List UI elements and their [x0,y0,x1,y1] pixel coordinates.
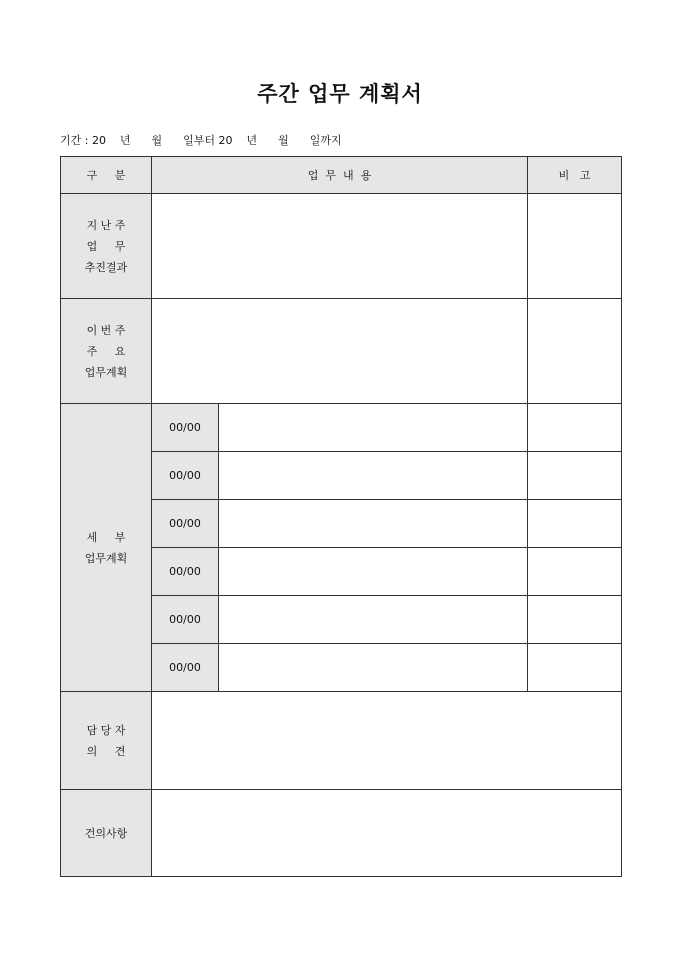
this-week-label: 이 번 주 주 요 업무계획 [61,299,152,404]
this-week-row [61,299,622,404]
period-line: 기간 : 20 년 월 일부터 20 년 월 일까지 [60,134,342,147]
last-week-remarks-cell[interactable] [528,194,622,299]
detail-row [61,404,622,452]
detail-content-cell[interactable] [219,452,528,500]
last-week-label: 지 난 주 업 무 추진결과 [61,194,152,299]
detail-date: 00/00 [152,404,219,452]
detail-content-cell[interactable] [219,404,528,452]
detail-content-cell[interactable] [219,500,528,548]
last-week-row [61,194,622,299]
detail-date: 00/00 [152,644,219,692]
weekly-plan-table [60,156,622,877]
header-row [61,157,622,194]
suggestion-row [61,790,622,877]
detail-date: 00/00 [152,548,219,596]
detail-date: 00/00 [152,452,219,500]
header-category: 구 분 [61,157,152,194]
detail-remarks-cell[interactable] [528,644,622,692]
detail-date: 00/00 [152,500,219,548]
detail-remarks-cell[interactable] [528,452,622,500]
detail-remarks-cell[interactable] [528,548,622,596]
header-content: 업 무 내 용 [152,157,528,194]
detail-date: 00/00 [152,596,219,644]
detail-content-cell[interactable] [219,548,528,596]
detail-remarks-cell[interactable] [528,596,622,644]
header-remarks: 비 고 [528,157,622,194]
manager-opinion-row [61,692,622,790]
detail-remarks-cell[interactable] [528,404,622,452]
manager-opinion-label: 담 당 자 의 견 [61,692,152,790]
detail-label: 세 부 업무계획 [61,404,152,692]
detail-remarks-cell[interactable] [528,500,622,548]
suggestion-cell[interactable] [152,790,622,877]
suggestion-label: 건의사항 [61,790,152,877]
detail-content-cell[interactable] [219,644,528,692]
page-title: 주간 업무 계획서 [257,81,423,106]
manager-opinion-cell[interactable] [152,692,622,790]
this-week-content-cell[interactable] [152,299,528,404]
last-week-content-cell[interactable] [152,194,528,299]
detail-content-cell[interactable] [219,596,528,644]
this-week-remarks-cell[interactable] [528,299,622,404]
